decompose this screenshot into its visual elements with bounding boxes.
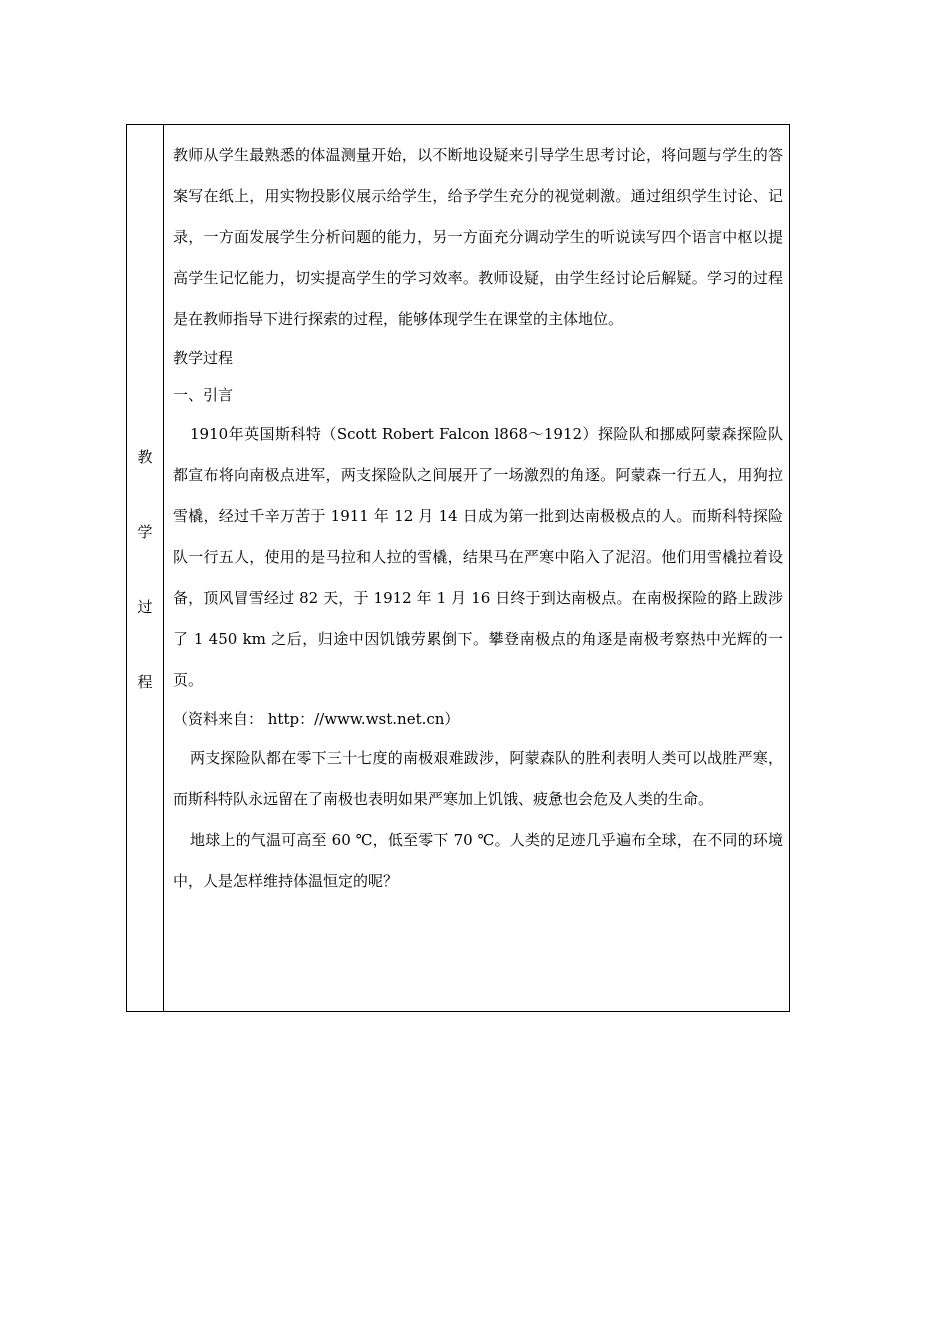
subsection-title: 一、引言 — [173, 386, 234, 404]
intro-paragraph: 教师从学生最熟悉的体温测量开始，以不断地设疑来引导学生思考讨论，将问题与学生的答案写在纸上，用实物投影仪展示给学生，给予学生充分的视觉刺激。通过组织学生讨论、记录，一方面发展学生分析问题的能力，另一方面充分调动学生的听说读写四个语言中枢以提高学生记忆能力，切实提高学生的学习效率。教师设疑，由学生经讨论后解疑。学习的过程是在教师指导下进行探索的过程，能够体现学生在课堂的主体地位。 — [173, 146, 783, 328]
section-title: 教学过程 — [173, 349, 234, 367]
lesson-table — [126, 124, 790, 1012]
row-label-char: 程 — [137, 673, 153, 691]
row-label-char: 教 — [137, 448, 153, 466]
story-paragraph: 1910年英国斯科特（Scott Robert Falcon l868～1912）探险队和挪威阿蒙森探险队都宣布将向南极点进军，两支探险队之间展开了一场激烈的角逐。阿蒙森一行五人，用狗拉雪橇，经过千辛万苦于 1911 年 12 月 14 日成为第一批到达南极极点的人。而斯科特探险队一行五人，使用的是马拉和人拉的雪橇，结果马在严寒中陷入了泥沼。他们用雪橇拉着设备，顶风冒雪经过 82 天，于 1912 年 1 月 16 日终于到达南极点。在南极探险的路上跋涉了 1 450 km 之后，归途中因饥饿劳累倒下。攀登南极点的角逐是南极考察热中光辉的一页。 — [173, 425, 783, 689]
question-paragraph: 地球上的气温可高至 60 ℃，低至零下 70 ℃。人类的足迹几乎遍布全球，在不同的环境中，人是怎样维持体温恒定的呢？ — [173, 831, 783, 890]
row-label-char: 过 — [137, 598, 153, 616]
source-note: （资料来自： http：//www.wst.net.cn） — [173, 710, 460, 728]
row-label-cell — [127, 125, 164, 1011]
content-cell — [173, 135, 783, 902]
row-label-char: 学 — [137, 523, 153, 541]
analysis-paragraph: 两支探险队都在零下三十七度的南极艰难跋涉，阿蒙森队的胜利表明人类可以战胜严寒，而斯科特队永远留在了南极也表明如果严寒加上饥饿、疲惫也会危及人类的生命。 — [173, 749, 783, 808]
